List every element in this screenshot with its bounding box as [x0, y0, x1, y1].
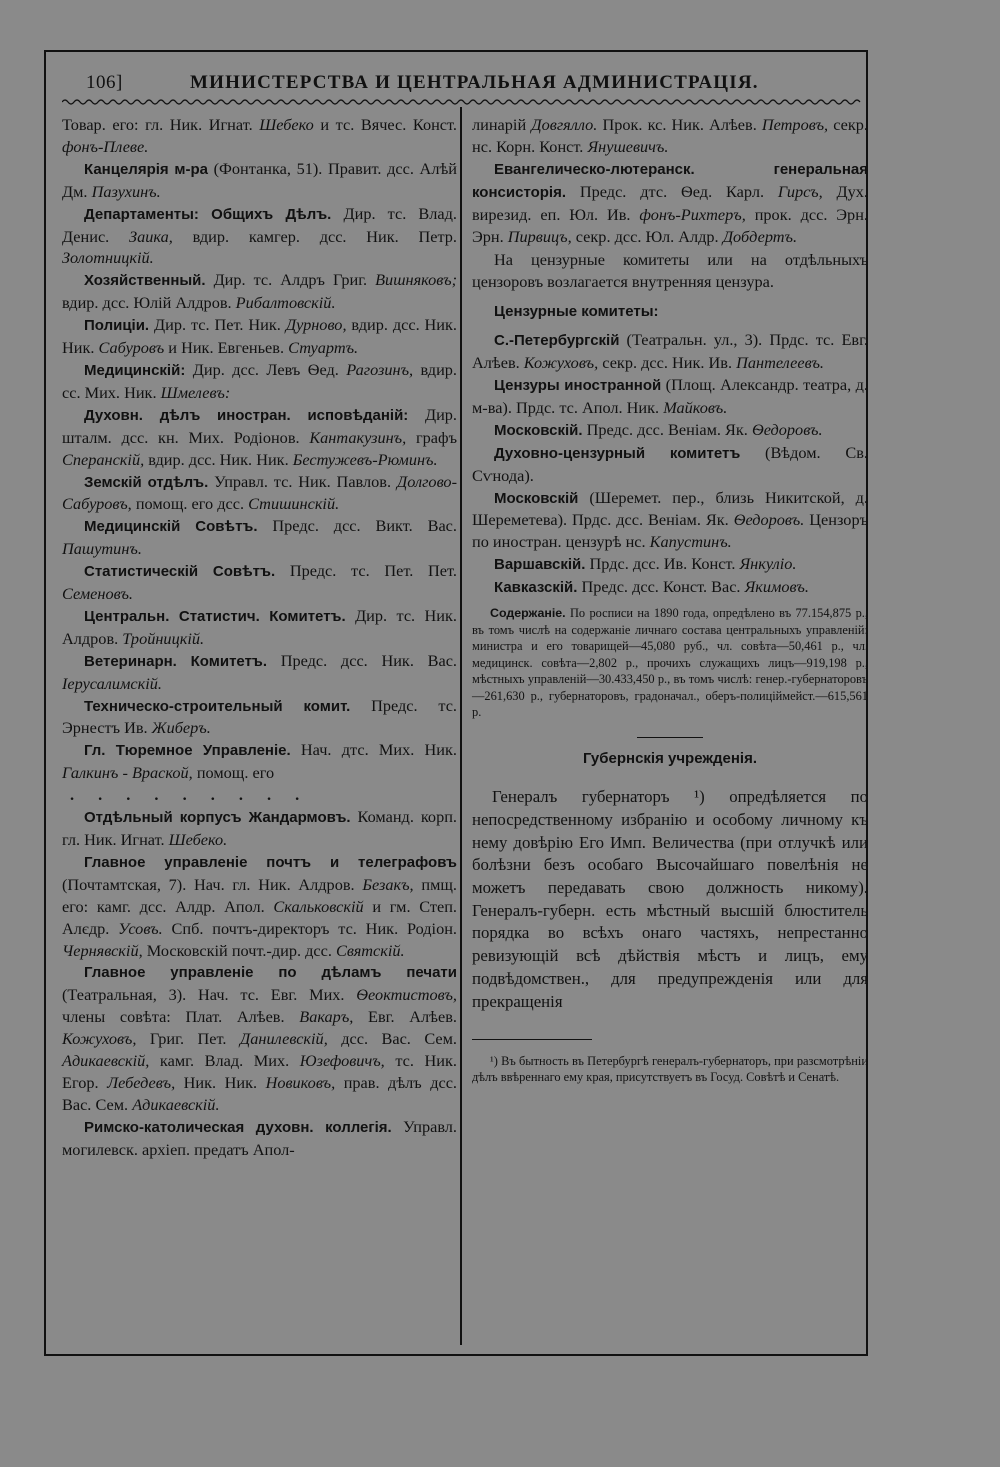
entry-tyuremnoe: Гл. Тюремное Управленіе. Нач. дтс. Мих. Ник. Галкинъ - Враской, помощ. его [62, 740, 457, 783]
entry-veterinar: Ветеринарн. Комитетъ. Предс. дсс. Ник. Вас. Іерусалимскій. [62, 650, 457, 693]
entry-dukhovno-tsenz: Духовно-цензурный комитетъ (Вѣдом. Св. Сѵнода). [472, 442, 868, 485]
right-column [472, 114, 868, 1098]
heading-gubernskiya: Губернскія учрежденія. [582, 749, 758, 767]
entry-continuation: линарій Довгялло. Прок. кс. Ник. Алѣев. Петровъ, секр. нс. Корн. Конст. Янушевичъ. [472, 115, 868, 156]
entry-inostrannoi: Цензуры иностранной (Площ. Александр. театра, д. м-ва). Прдс. тс. Апол. Ник. Майковъ. [472, 374, 868, 417]
entry-dukhovn-del: Духовн. дѣлъ иностран. исповѣданій: Дир. шталм. дсс. кн. Мих. Родіонов. Кантакузинъ, графъ Сперанскій, вдир. дсс. Ник. Ник. Бестужевъ-Рюминъ. [62, 404, 457, 469]
entry-meditsinsky: Медицинскій: Дир. дсс. Левъ Ѳед. Рагозинъ, вдир. сс. Мих. Ник. Шмелевъ: [62, 359, 458, 402]
entry-lyuteransk: Евангелическо-лютеранск. генеральная консисторія. Предс. дтс. Ѳед. Карл. Гирсъ, Дух. вирезид. еп. Юл. Ив. фонъ-Рихтеръ, прок. дсс. Эрн. Эрн. Пирвицъ, секр. дсс. Юл. Алдр. Добдертъ. [472, 160, 868, 246]
entry-tekhnich: Техническо-строительный комит. Предс. тс. Эрнестъ Ив. Жиберъ. [62, 695, 457, 738]
ellipsis-dots: . . . . . . . . . [70, 785, 310, 805]
left-column [62, 114, 457, 1161]
heading-tsenz-komitety: Цензурные комитеты: [494, 303, 659, 321]
column-divider [460, 107, 462, 1345]
entry-stat-sovet: Статистическій Совѣтъ. Предс. тс. Пет. Пет. Семеновъ. [62, 561, 457, 604]
entry-zemsky-otdel: Земскій отдѣлъ. Управл. тс. Ник. Павлов. Долгово-Сабуровъ, помощ. его дсс. Стишинскій. [62, 471, 457, 514]
entry-pochty: Главное управленіе почтъ и телеграфовъ (Почтамтская, 7). Нач. гл. Ник. Алдров. Безакъ, пмщ. его: камг. дсс. Алдр. Апол. Скальковскій и гм. Степ. Алєдр. Усовъ. Спб. почтъ-директоръ тс. Ник. Родіон. Чернявскій, Московскій почт.-дир. дсс. Святскій. [62, 853, 457, 960]
entry-dep-obshchikh: Департаменты: Общихъ Дѣлъ. Дир. тс. Влад. Денис. Заика, вдир. камгер. дсс. Ник. Петр. Золотницкій. [62, 203, 458, 268]
paragraph-general-gubernator: Генералъ губернаторъ ¹) опредѣляется по непосредственному избранію и особому личному къ нему довѣрію Его Имп. Величества (при отлучкѣ или болѣзни безъ особаго Высочайшаго повелѣнія не можетъ передавать свою должность никому). Генералъ-губерн. есть мѣстный высшій блюститель порядка во всѣхъ онаго частяхъ, непрестанно ревизующій всѣ дѣйствія мѣстъ и лицъ, ему подвѣдомствен., для предупрежденія или для прекращенія [472, 787, 868, 1011]
entry-rimsko-katol: Римско-католическая духовн. коллегія. Управл. могилевск. архіеп. предатъ Апол- [62, 1116, 457, 1159]
entry-khozyaistvenny: Хозяйственный. Дир. тс. Алдръ Григ. Вишняковъ; вдир. дсс. Юлій Алдров. Рибалтовскій. [62, 270, 457, 313]
section-rule [637, 737, 703, 738]
entry-tovarishch: Товар. его: гл. Ник. Игнат. Шебеко и тс. Вячес. Конст. фонъ-Плеве. [62, 115, 457, 156]
entry-stat-komitet: Центральн. Статистич. Комитетъ. Дир. тс. Ник. Алдров. Тройницкій. [62, 605, 457, 648]
wavy-rule [62, 97, 862, 107]
entry-moskovsky: Московскій. Предс. дсс. Веніам. Як. Ѳедоровъ. [494, 419, 823, 439]
paragraph-soderzhanie: Содержаніе. По росписи на 1890 года, опредѣлено въ 77.154,875 р., въ томъ числѣ на содержаніе личнаго состава центральныхъ управленій: министра и его товарищей—45,080 руб., чл. совѣта—50,461 р., чл. медицинск. совѣта—2,802 р., прочихъ служащихъ лицъ—919,198 р., мѣстныхъ управленій—30.433,450 р., въ томъ числѣ: генер.-губернаторовъ—261,630 р., губернаторовъ, градоначал., оберъ-полиціймейст.—615,561 р. [472, 606, 868, 720]
entry-kavkazsky: Кавказскій. Предс. дсс. Конст. Вас. Якимовъ. [494, 577, 809, 597]
footnote-rule [472, 1039, 592, 1040]
footnote: ¹) Въ бытность въ Петербургѣ генералъ-губернаторъ, при разсмотрѣніи дѣлъ ввѣреннаго ему края, присутствуетъ въ Госуд. Совѣтѣ и Сенатѣ. [472, 1053, 868, 1085]
entry-kantselyariya: Канцелярія м-ра (Фонтанка, 51). Правит. дсс. Алѣй Дм. Пазухинъ. [62, 158, 457, 201]
entry-politsii: Полиціи. Дир. тс. Пет. Ник. Дурново, вдир. дсс. Ник. Ник. Сабуровъ и Ник. Евгеньев. Стуартъ. [62, 315, 457, 358]
entry-varshavsky: Варшавскій. Прдс. дсс. Ив. Конст. Янкуліо. [494, 554, 797, 574]
page-number: 106] [86, 72, 123, 93]
running-title: МИНИСТЕРСТВА И ЦЕНТРАЛЬНАЯ АДМИНИСТРАЦІЯ. [190, 72, 759, 93]
entry-zhandarm: Отдѣльный корпусъ Жандармовъ. Команд. корп. гл. Ник. Игнат. Шебеко. [62, 807, 457, 849]
entry-spb: С.-Петербургскій (Театральн. ул., 3). Прдс. тс. Евг. Алѣев. Кожуховъ, секр. дсс. Ник. Ив. Пантелеевъ. [472, 330, 868, 373]
entry-med-sovet: Медицинскій Совѣтъ. Предс. дсс. Викт. Вас. Пашутинъ. [62, 516, 457, 559]
paragraph-tsenzura: На цензурные комитеты или на отдѣльныхъ цензоровъ возлагается внутренняя цензура. [472, 250, 868, 292]
entry-moskovsky-2: Московскій (Шеремет. пер., близь Никитской, д. Шереметева). Прдс. дсс. Веніам. Як. Ѳедоровъ. Цензоръ по иностран. цензурѣ нс. Капустинъ. [472, 487, 868, 552]
entry-pechati: Главное управленіе по дѣламъ печати (Театральная, 3). Нач. тс. Евг. Мих. Ѳеоктистовъ, члены совѣта: Плат. Алѣев. Вакаръ, Евг. Алѣев. Кожуховъ, Григ. Пет. Данилевскій, дсс. Вас. Сем. Адикаевскій, камг. Влад. Мих. Юзефовичъ, тс. Ник. Егор. Лебедевъ, Ник. Ник. Новиковъ, прав. дѣлъ дсс. Вас. Сем. Адикаевскій. [62, 964, 458, 1114]
